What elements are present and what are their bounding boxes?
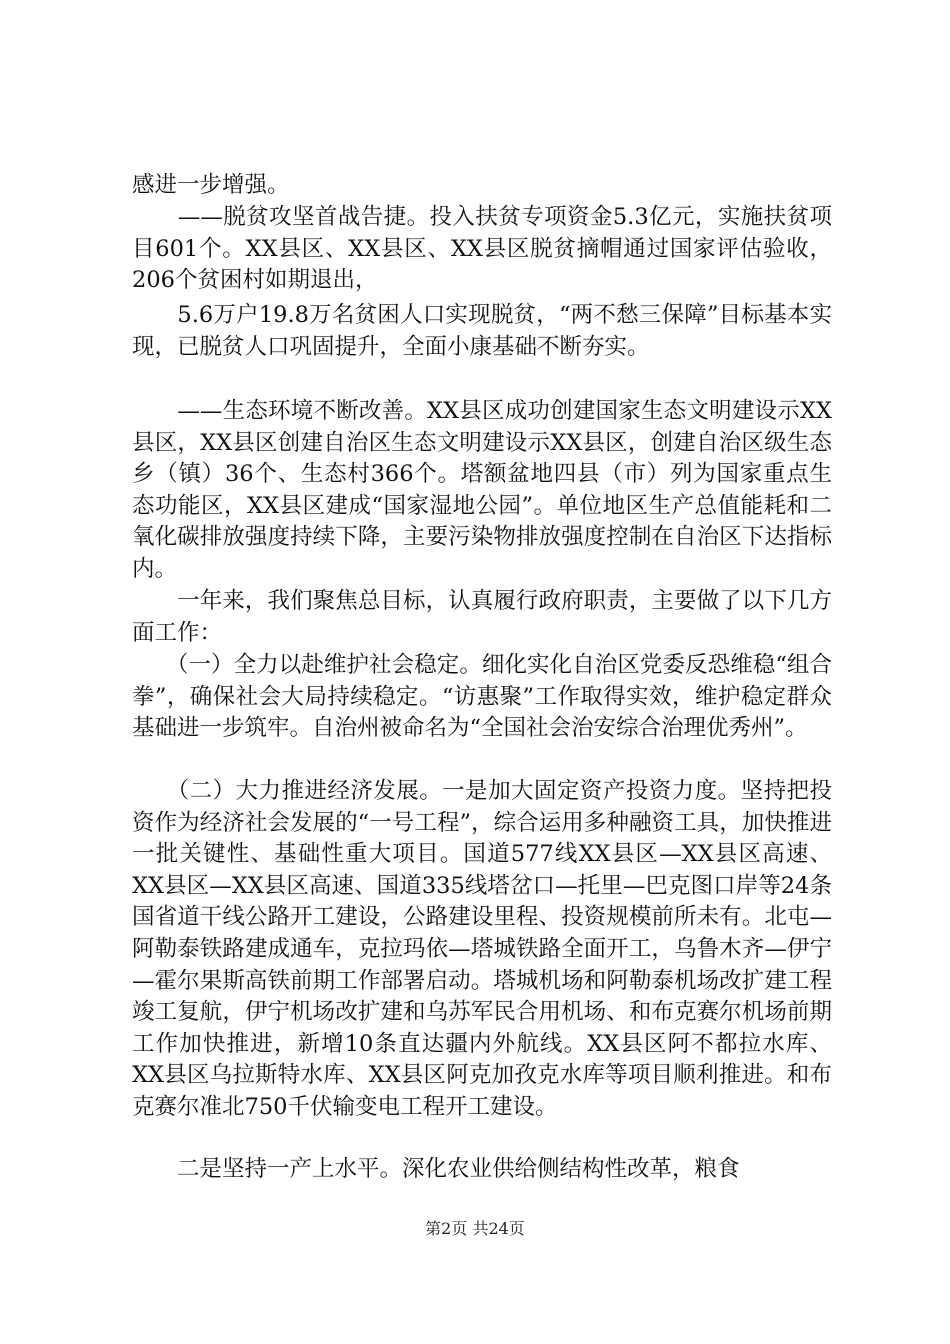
paragraph-7: （二）大力推进经济发展。一是加大固定资产投资力度。坚持把投资作为经济社会发展的“一号工程”，综合运用多种融资工具，加快推进一批关键性、基础性重大项目。国道577线XX县区—XX县区高速、XX县区—XX县区高速、国道335线塔岔口—托里—巴克图口岸等24条国省道干线公路开工建设，公路建设里程、投资规模前所未有。北屯—阿勒泰铁路建成通车，克拉玛依—塔城铁路全面开工，乌鲁木齐—伊宁—霍尔果斯高铁前期工作部署启动。塔城机场和阿勒泰机场改扩建工程竣工复航，伊宁机场改扩建和乌苏军民合用机场、和布克赛尔机场前期工作加快推进，新增10条直达疆内外航线。XX县区阿不都拉水库、XX县区乌拉斯特水库、XX县区阿克加孜克水库等项目顺利推进。和布克赛尔准北750千伏输变电工程开工建设。 <box>132 778 832 1120</box>
paragraph-1: 感进一步增强。 <box>132 172 290 198</box>
paragraph-3: 5.6万户19.8万名贫困人口实现脱贫，“两不愁三保障”目标基本实现，已脱贫人口巩固提升，全面小康基础不断夯实。 <box>132 302 832 360</box>
paragraph-5: 一年来，我们聚焦总目标，认真履行政府职责，主要做了以下几方面工作： <box>132 588 832 646</box>
paragraph-8: 二是坚持一产上水平。深化农业供给侧结构性改革，粮食 <box>132 1156 740 1182</box>
paragraph-6: （一）全力以赴维护社会稳定。细化实化自治区党委反恐维稳“组合拳”，确保社会大局持续稳定。“访惠聚”工作取得实效，维护稳定群众基础进一步筑牢。自治州被命名为“全国社会治安综合治理优秀州”。 <box>132 652 832 742</box>
paragraph-4: ——生态环境不断改善。XX县区成功创建国家生态文明建设示XX县区，XX县区创建自治区生态文明建设示XX县区，创建自治区级生态乡（镇）36个、生态村366个。塔额盆地四县（市）列为国家重点生态功能区，XX县区建成“国家湿地公园”。单位地区生产总值能耗和二氧化碳排放强度持续下降，主要污染物排放强度控制在自治区下达指标内。 <box>132 398 832 582</box>
page-footer: 第2页 共24页 <box>425 1219 525 1238</box>
paragraph-2: ——脱贫攻坚首战告捷。投入扶贫专项资金5.3亿元，实施扶贫项目601个。XX县区、XX县区、XX县区脱贫摘帽通过国家评估验收，206个贫困村如期退出， <box>132 204 832 294</box>
